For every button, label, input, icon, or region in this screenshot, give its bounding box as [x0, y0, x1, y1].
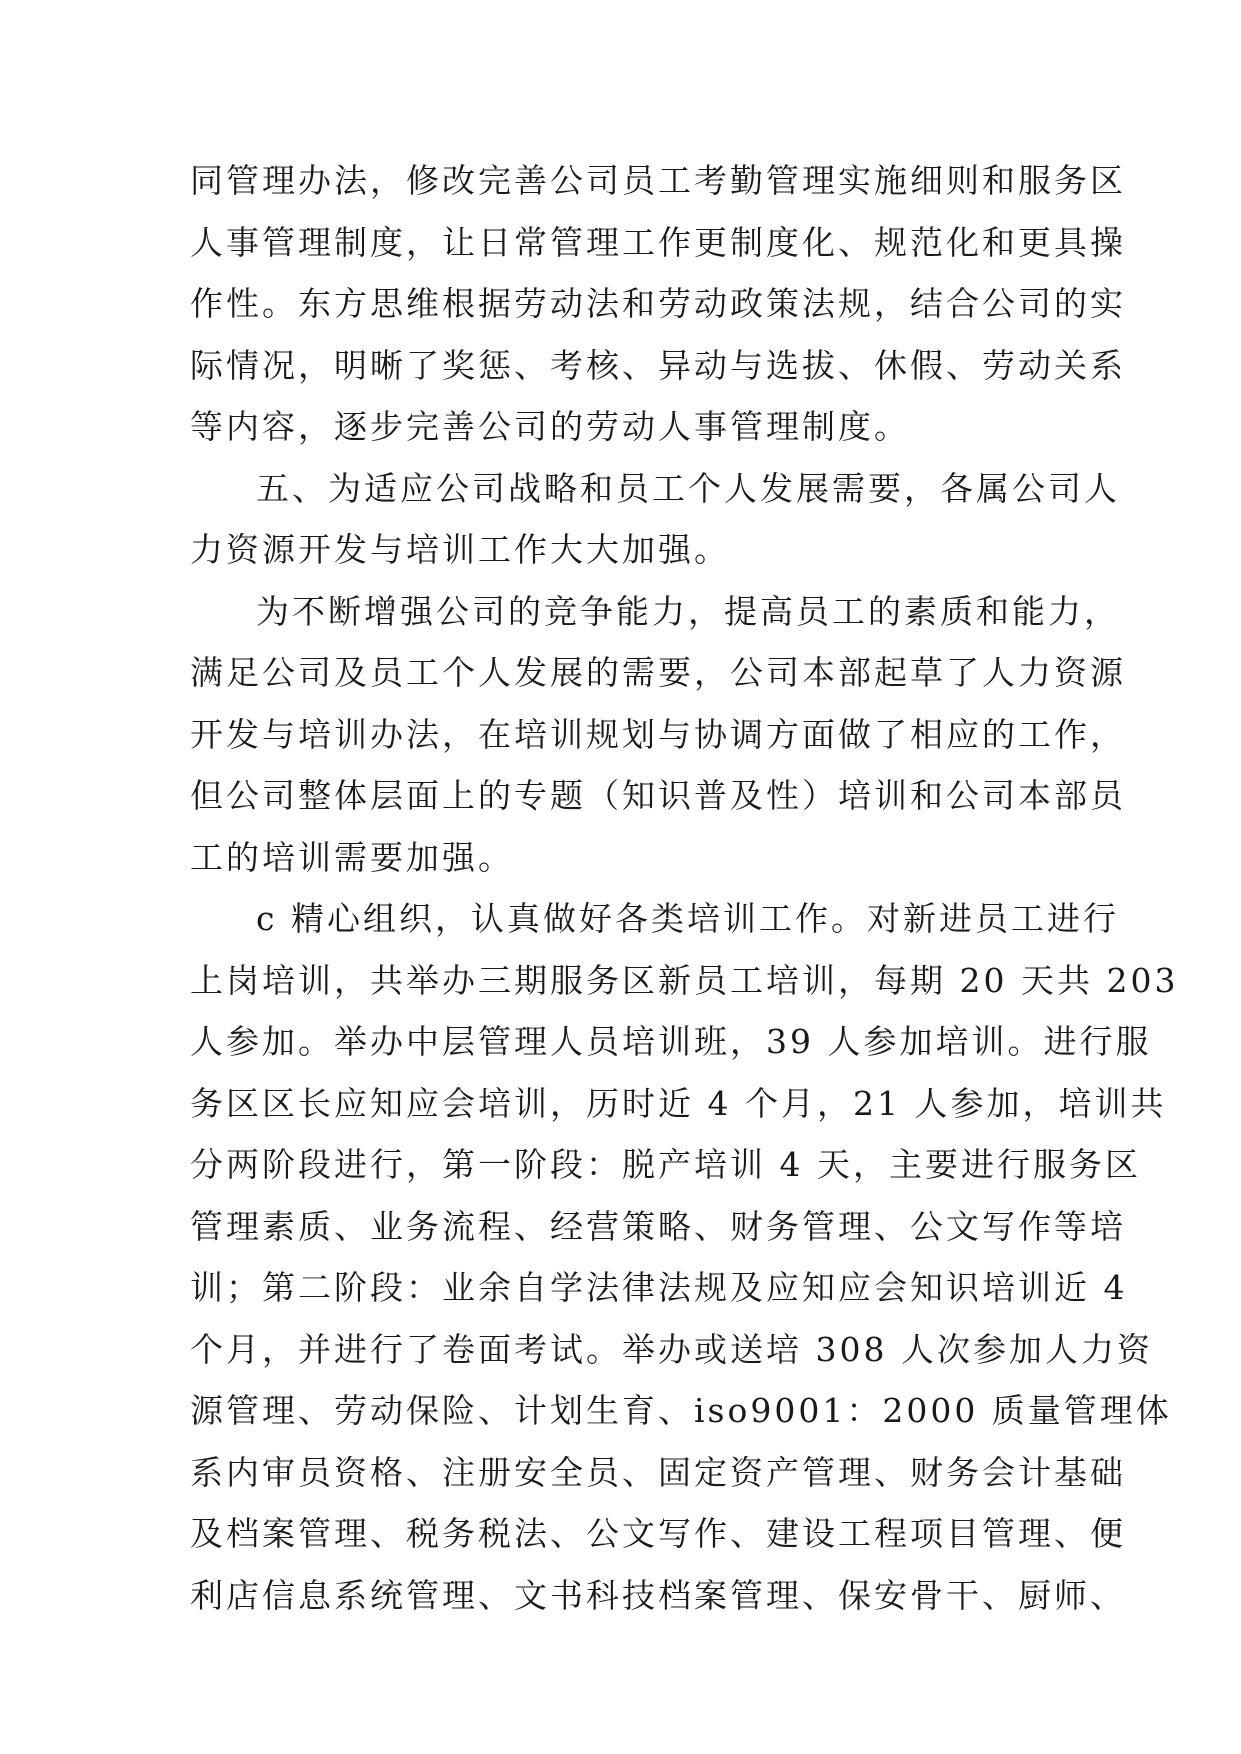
- text-line: 作性。东方思维根据劳动法和劳动政策法规，结合公司的实: [190, 284, 1126, 323]
- text-line: 满足公司及员工个人发展的需要，公司本部起草了人力资源: [190, 653, 1126, 692]
- document-body: [190, 150, 1179, 1626]
- text-line: 人参加。举办中层管理人员培训班，39 人参加培训。进行服: [190, 1022, 1152, 1061]
- text-line: 分两阶段进行，第一阶段：脱产培训 4 天，主要进行服务区: [190, 1145, 1141, 1184]
- text-line: 际情况，明晰了奖惩、考核、异动与选拔、休假、劳动关系: [190, 345, 1126, 385]
- text-line: 力资源开发与培训工作大大加强。: [190, 530, 730, 569]
- text-line: 源管理、劳动保险、计划生育、iso9001：2000 质量管理体: [190, 1391, 1172, 1430]
- text-line: 训；第二阶段：业余自学法律法规及应知应会知识培训近 4: [190, 1268, 1128, 1307]
- paragraph: [190, 150, 1126, 458]
- text-line: 及档案管理、税务税法、公文写作、建设工程项目管理、便: [190, 1514, 1126, 1553]
- text-line: 系内审员资格、注册安全员、固定资产管理、财务会计基础: [190, 1452, 1126, 1492]
- text-line: 但公司整体层面上的专题（知识普及性）培训和公司本部员: [190, 776, 1126, 815]
- text-line: 为不断增强公司的竞争能力，提高员工的素质和能力，: [256, 591, 1120, 631]
- paragraph: [190, 888, 1179, 1626]
- text-line: 五、为适应公司战略和员工个人发展需要，各属公司人: [256, 468, 1120, 508]
- text-line: 同管理办法，修改完善公司员工考勤管理实施细则和服务区: [190, 161, 1126, 200]
- text-line: 利店信息系统管理、文书科技档案管理、保安骨干、厨师、: [190, 1575, 1126, 1615]
- text-line: 务区区长应知应会培训，历时近 4 个月，21 人参加，培训共: [190, 1083, 1167, 1123]
- text-line: 个月，并进行了卷面考试。举办或送培 308 人次参加人力资: [190, 1329, 1153, 1369]
- text-line: 管理素质、业务流程、经营策略、财务管理、公文写作等培: [190, 1206, 1126, 1246]
- text-line: 开发与培训办法，在培训规划与协调方面做了相应的工作，: [190, 714, 1126, 754]
- paragraph: [190, 458, 1120, 581]
- paragraph: [190, 581, 1126, 889]
- text-line: c 精心组织，认真做好各类培训工作。对新进员工进行: [256, 899, 1119, 938]
- text-line: 上岗培训，共举办三期服务区新员工培训，每期 20 天共 203: [190, 960, 1179, 1000]
- text-line: 工的培训需要加强。: [190, 837, 514, 877]
- text-line: 等内容，逐步完善公司的劳动人事管理制度。: [190, 407, 910, 446]
- text-line: 人事管理制度，让日常管理工作更制度化、规范化和更具操: [190, 222, 1126, 262]
